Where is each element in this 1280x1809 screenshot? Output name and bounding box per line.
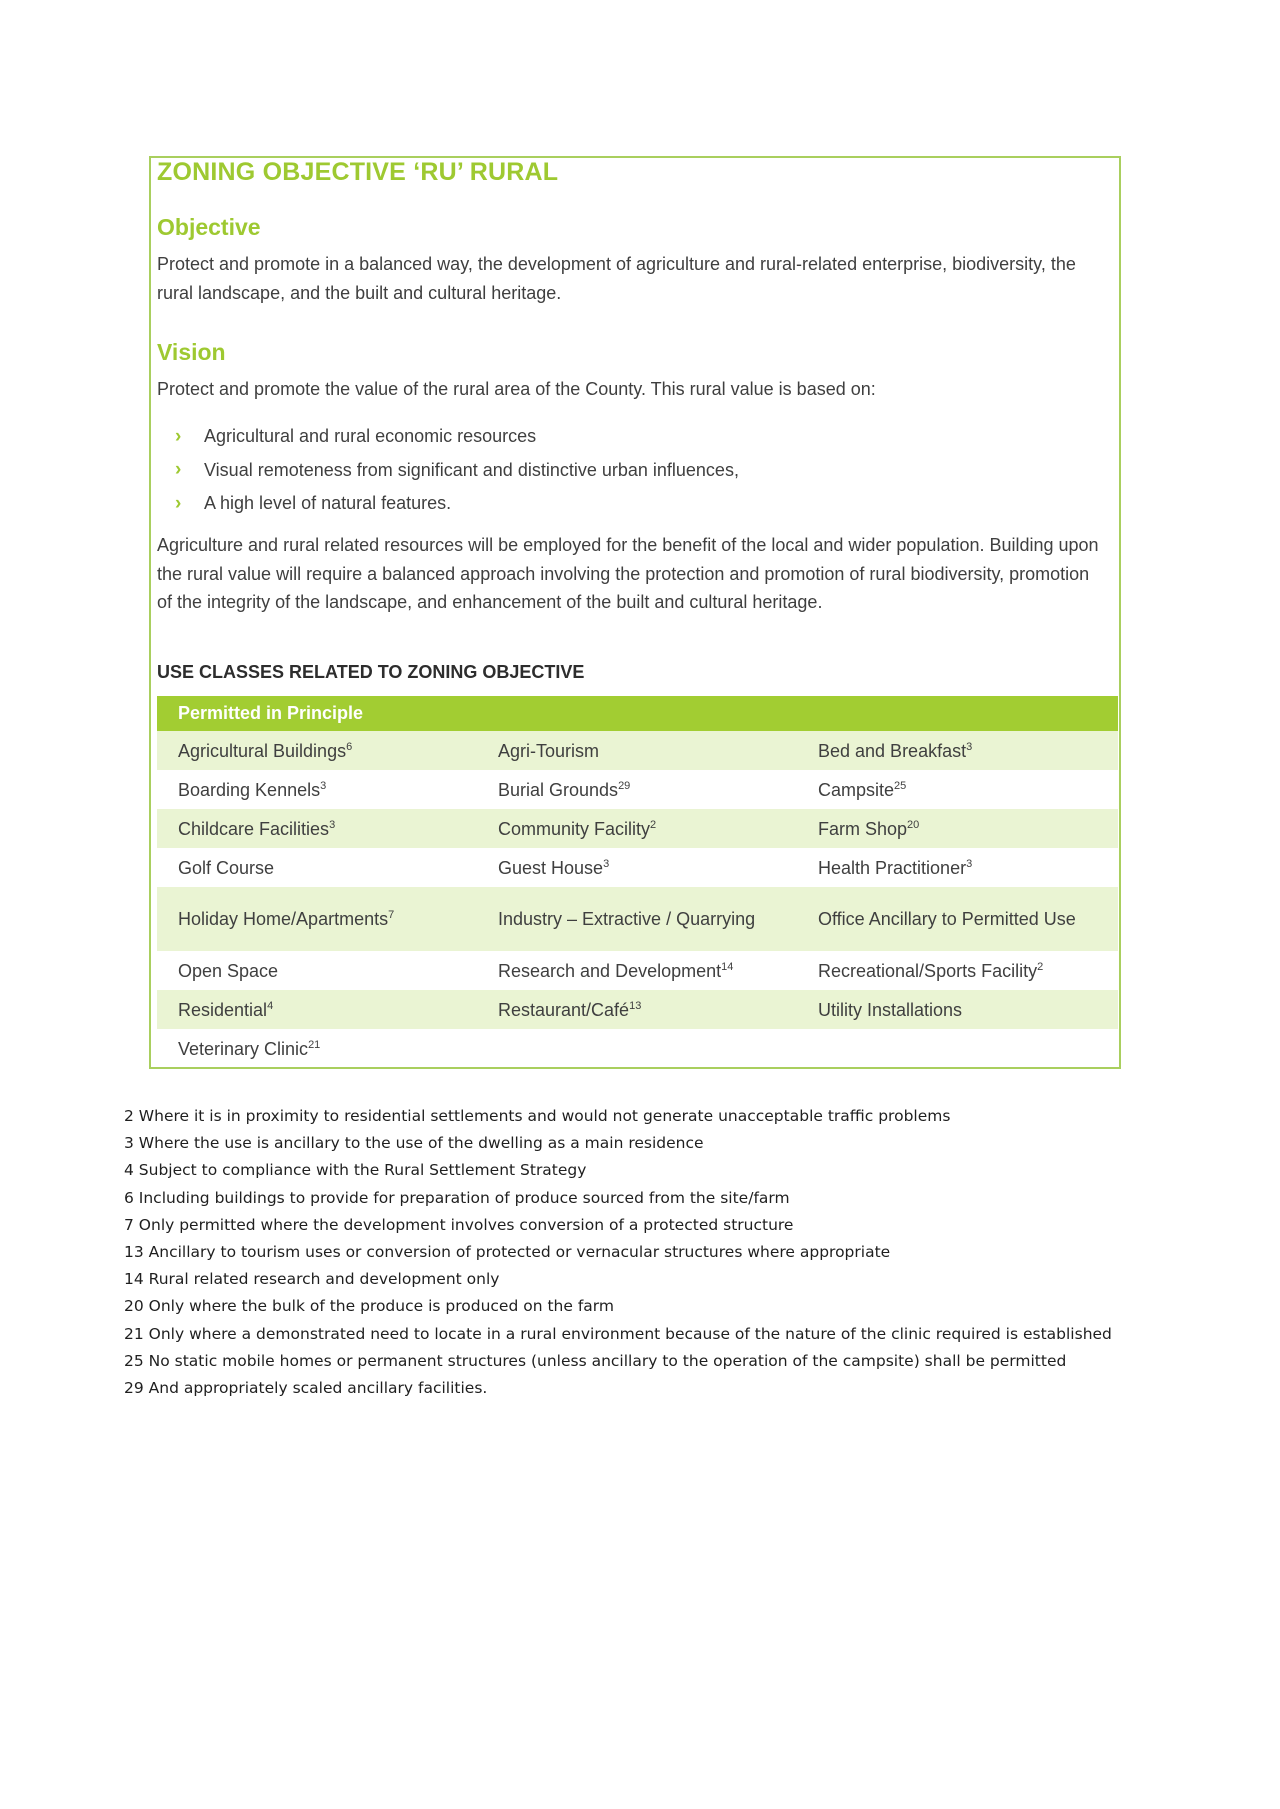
footnote-ref: 7	[388, 909, 395, 921]
table-cell	[477, 776, 797, 804]
table-row	[157, 1029, 1118, 1068]
page-title: ZONING OBJECTIVE ‘RU’ RURAL	[157, 158, 559, 186]
use-class-name: Agri-Tourism	[498, 740, 600, 761]
use-class-name: Guest House	[498, 857, 604, 878]
use-class-name: Childcare Facilities	[178, 818, 330, 839]
use-class-name: Veterinary Clinic	[178, 1038, 309, 1059]
use-class-name: Industry – Extractive / Quarrying	[498, 909, 756, 929]
table-row	[157, 731, 1118, 770]
footnote-ref: 3	[603, 857, 610, 870]
table-cell	[157, 996, 477, 1024]
table-row	[157, 990, 1118, 1029]
chevron-right-icon: ›	[175, 492, 182, 514]
table-row	[157, 887, 1118, 951]
table-cell	[477, 957, 797, 985]
footnote-item: 2 Where it is in proximity to residential settlements and would not generate unacceptable traffic problems	[124, 1107, 951, 1125]
footnote-item: 6 Including buildings to provide for preparation of produce sourced from the site/farm	[124, 1188, 790, 1207]
footnote-item: 14 Rural related research and development only	[124, 1270, 500, 1289]
footnote-item: 3 Where the use is ancillary to the use of the dwelling as a main residence	[124, 1134, 704, 1153]
use-class-name: Campsite	[818, 779, 895, 800]
footnote-ref: 3	[329, 818, 336, 831]
use-classes-heading: USE CLASSES RELATED TO ZONING OBJECTIVE	[157, 662, 585, 682]
table-cell	[797, 854, 1117, 882]
vision-text: Agriculture and rural related resources will be employed for the benefit of the local and wider population. Building upon the rural value will require a balanced approach involving the protection and promotion of rural biodiversity, promotion of the integrity of the landscape, and enhancement of the built and cultural heritage.	[157, 535, 1099, 612]
use-class-name: Restaurant/Café	[498, 999, 630, 1020]
bullet-text: Visual remoteness from significant and distinctive urban influences,	[204, 459, 739, 480]
table-cell	[157, 776, 477, 804]
use-class-name: Office Ancillary to Permitted Use	[818, 909, 1076, 929]
footnote-ref: 13	[629, 999, 642, 1012]
use-class-name: Burial Grounds	[498, 779, 619, 800]
footnote-ref: 21	[308, 1038, 321, 1051]
footnote-ref: 25	[894, 779, 907, 792]
chevron-right-icon: ›	[175, 459, 182, 481]
use-class-name: Utility Installations	[818, 999, 963, 1020]
footnote-item: 21 Only where a demonstrated need to locate in a rural environment because of the nature of the clinic required is established	[124, 1324, 1112, 1343]
use-class-name: Bed and Breakfast	[818, 740, 967, 761]
footnote-item: 29 And appropriately scaled ancillary facilities.	[124, 1378, 488, 1397]
table-row	[157, 951, 1118, 990]
use-class-name: Holiday Home/Apartments	[178, 909, 389, 929]
table-cell	[157, 1035, 477, 1063]
use-class-name: Recreational/Sports Facility	[818, 960, 1038, 981]
footnote-ref: 4	[267, 999, 274, 1012]
footnotes-list	[124, 1103, 1112, 1402]
table-body	[157, 731, 1118, 1068]
use-class-name: Community Facility	[498, 818, 651, 839]
bullet-text: Agricultural and rural economic resources	[204, 426, 537, 447]
footnote-item: 4 Subject to compliance with the Rural Settlement Strategy	[124, 1161, 587, 1180]
table-cell	[797, 957, 1117, 985]
table-cell	[157, 905, 477, 933]
table-cell	[157, 815, 477, 843]
vision-intro: Protect and promote the value of the rural area of the County. This rural value is based on:	[157, 379, 876, 399]
table-cell	[477, 737, 797, 765]
footnote-ref: 29	[618, 779, 631, 792]
table-cell	[157, 737, 477, 765]
bullet-text: A high level of natural features.	[204, 493, 452, 514]
use-class-name: Open Space	[178, 960, 279, 981]
table-cell	[477, 854, 797, 882]
vision-bullet	[175, 420, 739, 454]
use-class-name: Farm Shop	[818, 818, 908, 839]
table-row	[157, 770, 1118, 809]
footnote-ref: 20	[907, 818, 920, 831]
table-cell	[477, 815, 797, 843]
use-class-name: Golf Course	[178, 857, 275, 878]
chevron-right-icon: ›	[175, 425, 182, 447]
table-cell	[797, 737, 1117, 765]
table-header: Permitted in Principle	[157, 696, 1118, 731]
vision-bullet	[175, 487, 739, 521]
use-class-name: Research and Development	[498, 960, 722, 981]
table-row	[157, 809, 1118, 848]
table-cell	[797, 996, 1117, 1024]
footnote-ref: 14	[721, 960, 734, 973]
footnote-item: 13 Ancillary to tourism uses or conversion of protected or vernacular structures where appropriate	[124, 1242, 891, 1261]
footnote-ref: 3	[966, 857, 973, 870]
footnote-ref: 2	[650, 818, 657, 831]
footnote-item: 20 Only where the bulk of the produce is produced on the farm	[124, 1297, 614, 1316]
footnote-ref: 3	[320, 779, 327, 792]
use-class-name: Boarding Kennels	[178, 779, 321, 800]
vision-heading: Vision	[157, 339, 226, 365]
table-cell	[797, 776, 1117, 804]
use-classes-table	[157, 696, 1118, 1068]
table-cell	[477, 996, 797, 1024]
use-class-name: Health Practitioner	[818, 857, 967, 878]
vision-bullet-list	[175, 420, 739, 521]
footnote-ref: 6	[346, 740, 353, 753]
table-cell	[797, 905, 1117, 933]
use-class-name: Agricultural Buildings	[178, 740, 347, 761]
objective-text: Protect and promote in a balanced way, the development of agriculture and rural-related enterprise, biodiversity, the rural landscape, and the built and cultural heritage.	[157, 254, 1076, 303]
table-cell	[477, 905, 797, 933]
table-cell	[797, 815, 1117, 843]
use-class-name: Residential	[178, 999, 268, 1020]
table-cell	[157, 854, 477, 882]
footnote-item: 7 Only permitted where the development involves conversion of a protected structure	[124, 1215, 794, 1234]
vision-bullet	[175, 454, 739, 488]
footnote-ref: 2	[1037, 960, 1044, 973]
table-row	[157, 848, 1118, 887]
objective-heading: Objective	[157, 214, 261, 240]
footnote-item: 25 No static mobile homes or permanent structures (unless ancillary to the operation of the campsite) shall be permitted	[124, 1351, 1067, 1370]
table-cell	[157, 957, 477, 985]
footnote-ref: 3	[966, 740, 973, 753]
